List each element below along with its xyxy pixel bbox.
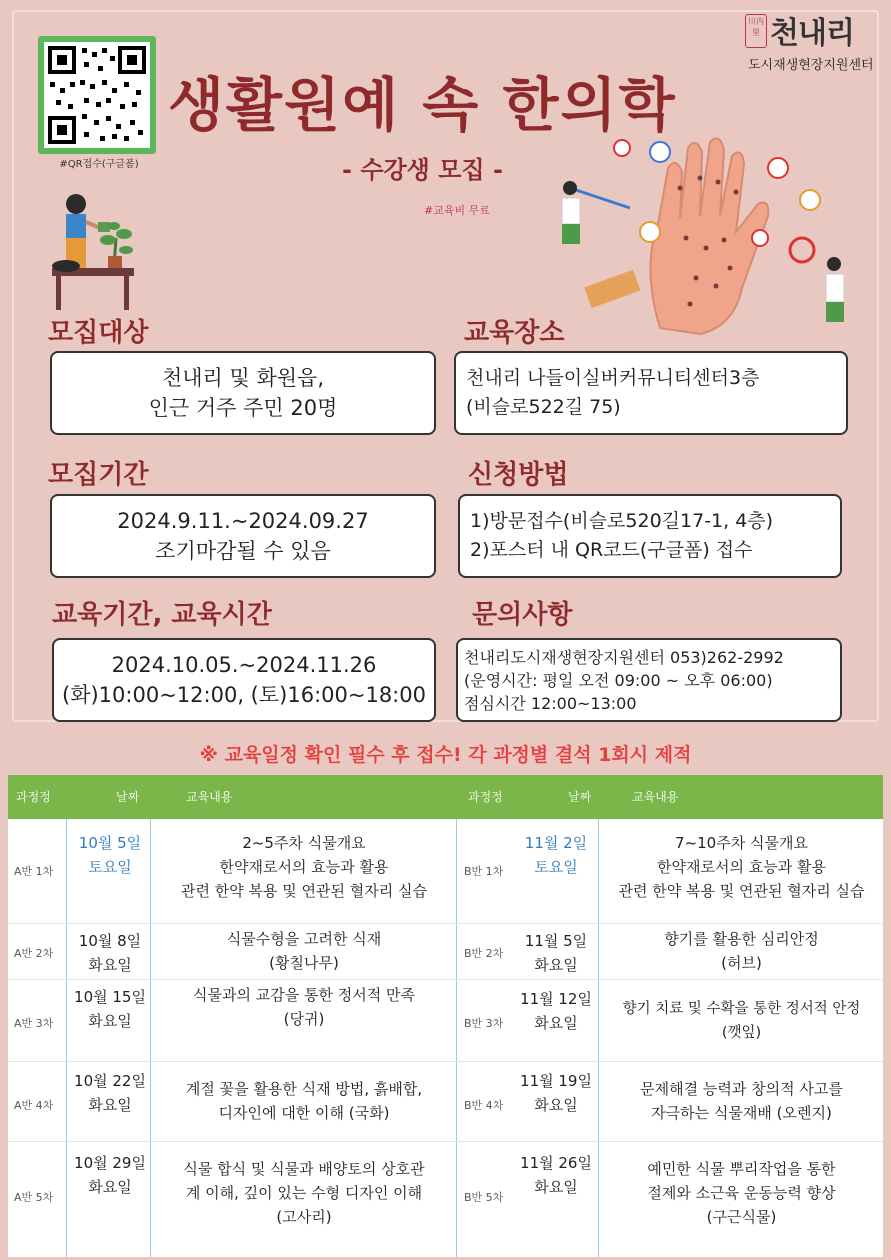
a-row-2-class: A반 2차 — [14, 947, 54, 960]
a-row-1-content — [154, 831, 454, 903]
hand-acupoint-illustration — [530, 128, 880, 338]
content-line: 향기를 활용한 심리안정 — [664, 930, 819, 948]
content-line: (허브) — [721, 954, 762, 972]
apply-line: 2)포스터 내 QR코드(구글폼) 접수 — [470, 539, 753, 561]
content-line: 2~5주차 식물개요 — [242, 834, 366, 852]
logo-subtitle: 도시재생현장지원센터 — [748, 58, 874, 73]
date-line: 11월 19일 — [520, 1072, 592, 1090]
column-divider — [150, 819, 151, 1257]
date-line: 10월 8일 — [78, 932, 142, 950]
b-row-1-content — [600, 831, 883, 903]
content-line: 향기 치료 및 수확을 통한 정서적 안정 — [622, 1001, 861, 1017]
header-course-b: 과정정 — [468, 775, 503, 819]
section-title-apply: 신청방법 — [468, 460, 569, 490]
date-line: 11월 12일 — [520, 990, 592, 1008]
date-line: 11월 5일 — [524, 932, 588, 950]
content-line: 식물과의 교감을 통한 정서적 만족 — [193, 986, 415, 1004]
free-tag: #교육비 무료 — [424, 204, 490, 217]
b-row-5-class: B반 5차 — [464, 1191, 504, 1204]
qr-code[interactable] — [38, 36, 156, 154]
content-line: (고사리) — [276, 1208, 332, 1226]
qr-code-pattern — [44, 42, 150, 148]
content-line: 계 이해, 깊이 있는 수형 디자인 이해 — [185, 1184, 423, 1202]
a-row-5-class: A반 5차 — [14, 1191, 54, 1204]
logo-seal: 川内里 — [745, 14, 767, 48]
page-subtitle: - 수강생 모집 - — [342, 156, 503, 184]
content-line: 식물수형을 고려한 식재 — [226, 930, 382, 948]
section-title-schedule: 교육기간, 교육시간 — [52, 600, 272, 630]
a-row-3-class: A반 3차 — [14, 1017, 54, 1030]
b-row-5-date — [514, 1151, 598, 1199]
apply-line: 1)방문접수(비슬로520길17-1, 4층) — [470, 510, 774, 532]
place-line: (비슬로522길 75) — [466, 396, 621, 418]
date-line: 10월 29일 — [74, 1154, 146, 1172]
schedule-line: 2024.10.05.~2024.11.26 — [111, 653, 377, 677]
content-line: (구근식물) — [706, 1208, 777, 1226]
schedule-line: (화)10:00~12:00, (토)16:00~18:00 — [62, 683, 426, 707]
date-line: 10월 5일 — [78, 834, 142, 852]
content-line: (당귀) — [283, 1010, 325, 1028]
notice: ※ 교육일정 확인 필수 후 접수! 각 과정별 결석 1회시 제적 — [199, 744, 692, 766]
contact-box — [456, 638, 842, 722]
day-line: 화요일 — [534, 1096, 578, 1114]
section-title-place: 교육장소 — [464, 318, 565, 348]
day-line: 화요일 — [534, 956, 578, 974]
a-row-3-date — [70, 985, 150, 1033]
content-line: 예민한 식물 뿌리작업을 통한 — [647, 1160, 836, 1178]
b-row-2-class: B반 2차 — [464, 947, 504, 960]
row-divider — [8, 1061, 883, 1062]
content-line: 관련 한약 복용 및 연관된 혈자리 실습 — [181, 882, 427, 900]
a-row-4-class: A반 4차 — [14, 1099, 54, 1112]
b-row-1-class: B반 1차 — [464, 865, 504, 878]
content-line: 자극하는 식물재배 (오렌지) — [651, 1104, 832, 1122]
column-divider — [66, 819, 67, 1257]
header-date-a: 날짜 — [116, 775, 139, 819]
b-row-3-content — [600, 997, 883, 1045]
header-date-b: 날짜 — [568, 775, 591, 819]
a-row-3-content — [154, 983, 454, 1031]
content-line: 한약재로서의 효능과 활용 — [219, 858, 389, 876]
schedule-box — [52, 638, 436, 722]
row-divider — [8, 979, 883, 980]
a-row-5-content — [154, 1157, 454, 1229]
column-divider — [456, 819, 457, 1257]
logo-title: 천내리 — [770, 16, 854, 51]
day-line: 화요일 — [88, 1178, 132, 1196]
period-line: 조기마감될 수 있음 — [155, 539, 331, 563]
a-row-1-date — [70, 831, 150, 879]
target-line: 인근 거주 주민 20명 — [148, 396, 338, 420]
day-line: 화요일 — [88, 1012, 132, 1030]
b-row-4-class: B반 4차 — [464, 1099, 504, 1112]
row-divider — [8, 923, 883, 924]
content-line: 계절 꽃을 활용한 식재 방법, 흙배합, — [185, 1080, 423, 1098]
section-title-target: 모집대상 — [48, 318, 149, 348]
b-row-3-class: B반 3차 — [464, 1017, 504, 1030]
date-line: 10월 15일 — [74, 988, 146, 1006]
header-content-b: 교육내용 — [632, 775, 678, 819]
header-content-a: 교육내용 — [186, 775, 232, 819]
header-course-a: 과정정 — [16, 775, 51, 819]
a-row-4-date — [70, 1069, 150, 1117]
b-row-5-content — [600, 1157, 883, 1229]
apply-box — [458, 494, 842, 578]
section-title-period: 모집기간 — [48, 460, 149, 490]
place-line: 천내리 나들이실버커뮤니티센터3층 — [466, 367, 760, 389]
contact-line: (운영시간: 평일 오전 09:00 ~ 오후 06:00) — [464, 670, 773, 690]
a-row-2-date — [70, 929, 150, 977]
content-line: 한약재로서의 효능과 활용 — [657, 858, 826, 876]
content-line: 관련 한약 복용 및 연관된 혈자리 실습 — [618, 882, 865, 900]
day-line: 화요일 — [534, 1178, 578, 1196]
row-divider — [8, 1141, 883, 1142]
b-row-4-date — [514, 1069, 598, 1117]
day-line: 화요일 — [88, 1096, 132, 1114]
place-box — [454, 351, 848, 435]
day-line: 토요일 — [88, 858, 132, 876]
gardener-illustration — [44, 188, 144, 312]
schedule-table — [8, 775, 883, 1257]
day-line: 화요일 — [88, 956, 132, 974]
b-row-4-content — [600, 1077, 883, 1125]
content-line: (황칠나무) — [269, 954, 339, 972]
column-divider — [598, 819, 599, 1257]
day-line: 토요일 — [534, 858, 578, 876]
content-line: 디자인에 대한 이해 (국화) — [218, 1104, 390, 1122]
b-row-3-date — [514, 987, 598, 1035]
contact-line: 점심시간 12:00~13:00 — [464, 693, 637, 713]
b-row-2-content — [600, 927, 883, 975]
section-title-contact: 문의사항 — [472, 600, 573, 630]
contact-line: 천내리도시재생현장지원센터 053)262-2992 — [464, 647, 784, 667]
content-line: 식물 합식 및 식물과 배양토의 상호관 — [183, 1160, 425, 1178]
target-box — [50, 351, 436, 435]
content-line: (깻잎) — [721, 1025, 762, 1041]
period-box — [50, 494, 436, 578]
day-line: 화요일 — [534, 1014, 578, 1032]
page-title: 생활원예 속 한의학 — [168, 71, 677, 139]
date-line: 11월 26일 — [520, 1154, 592, 1172]
a-row-4-content — [154, 1077, 454, 1125]
a-row-2-content — [154, 927, 454, 975]
content-line: 7~10주차 식물개요 — [675, 834, 808, 852]
b-row-1-date — [514, 831, 598, 879]
a-row-5-date — [70, 1151, 150, 1199]
content-line: 절제와 소근육 운동능력 향상 — [647, 1184, 836, 1202]
b-row-2-date — [514, 929, 598, 977]
period-line: 2024.9.11.~2024.09.27 — [117, 509, 369, 533]
a-row-1-class: A반 1차 — [14, 865, 54, 878]
target-line: 천내리 및 화원읍, — [161, 366, 325, 390]
date-line: 11월 2일 — [524, 834, 588, 852]
content-line: 문제해결 능력과 창의적 사고를 — [640, 1080, 843, 1098]
qr-caption: #QR접수(구글폼) — [59, 159, 139, 170]
date-line: 10월 22일 — [74, 1072, 146, 1090]
table-header-bar — [8, 775, 883, 819]
